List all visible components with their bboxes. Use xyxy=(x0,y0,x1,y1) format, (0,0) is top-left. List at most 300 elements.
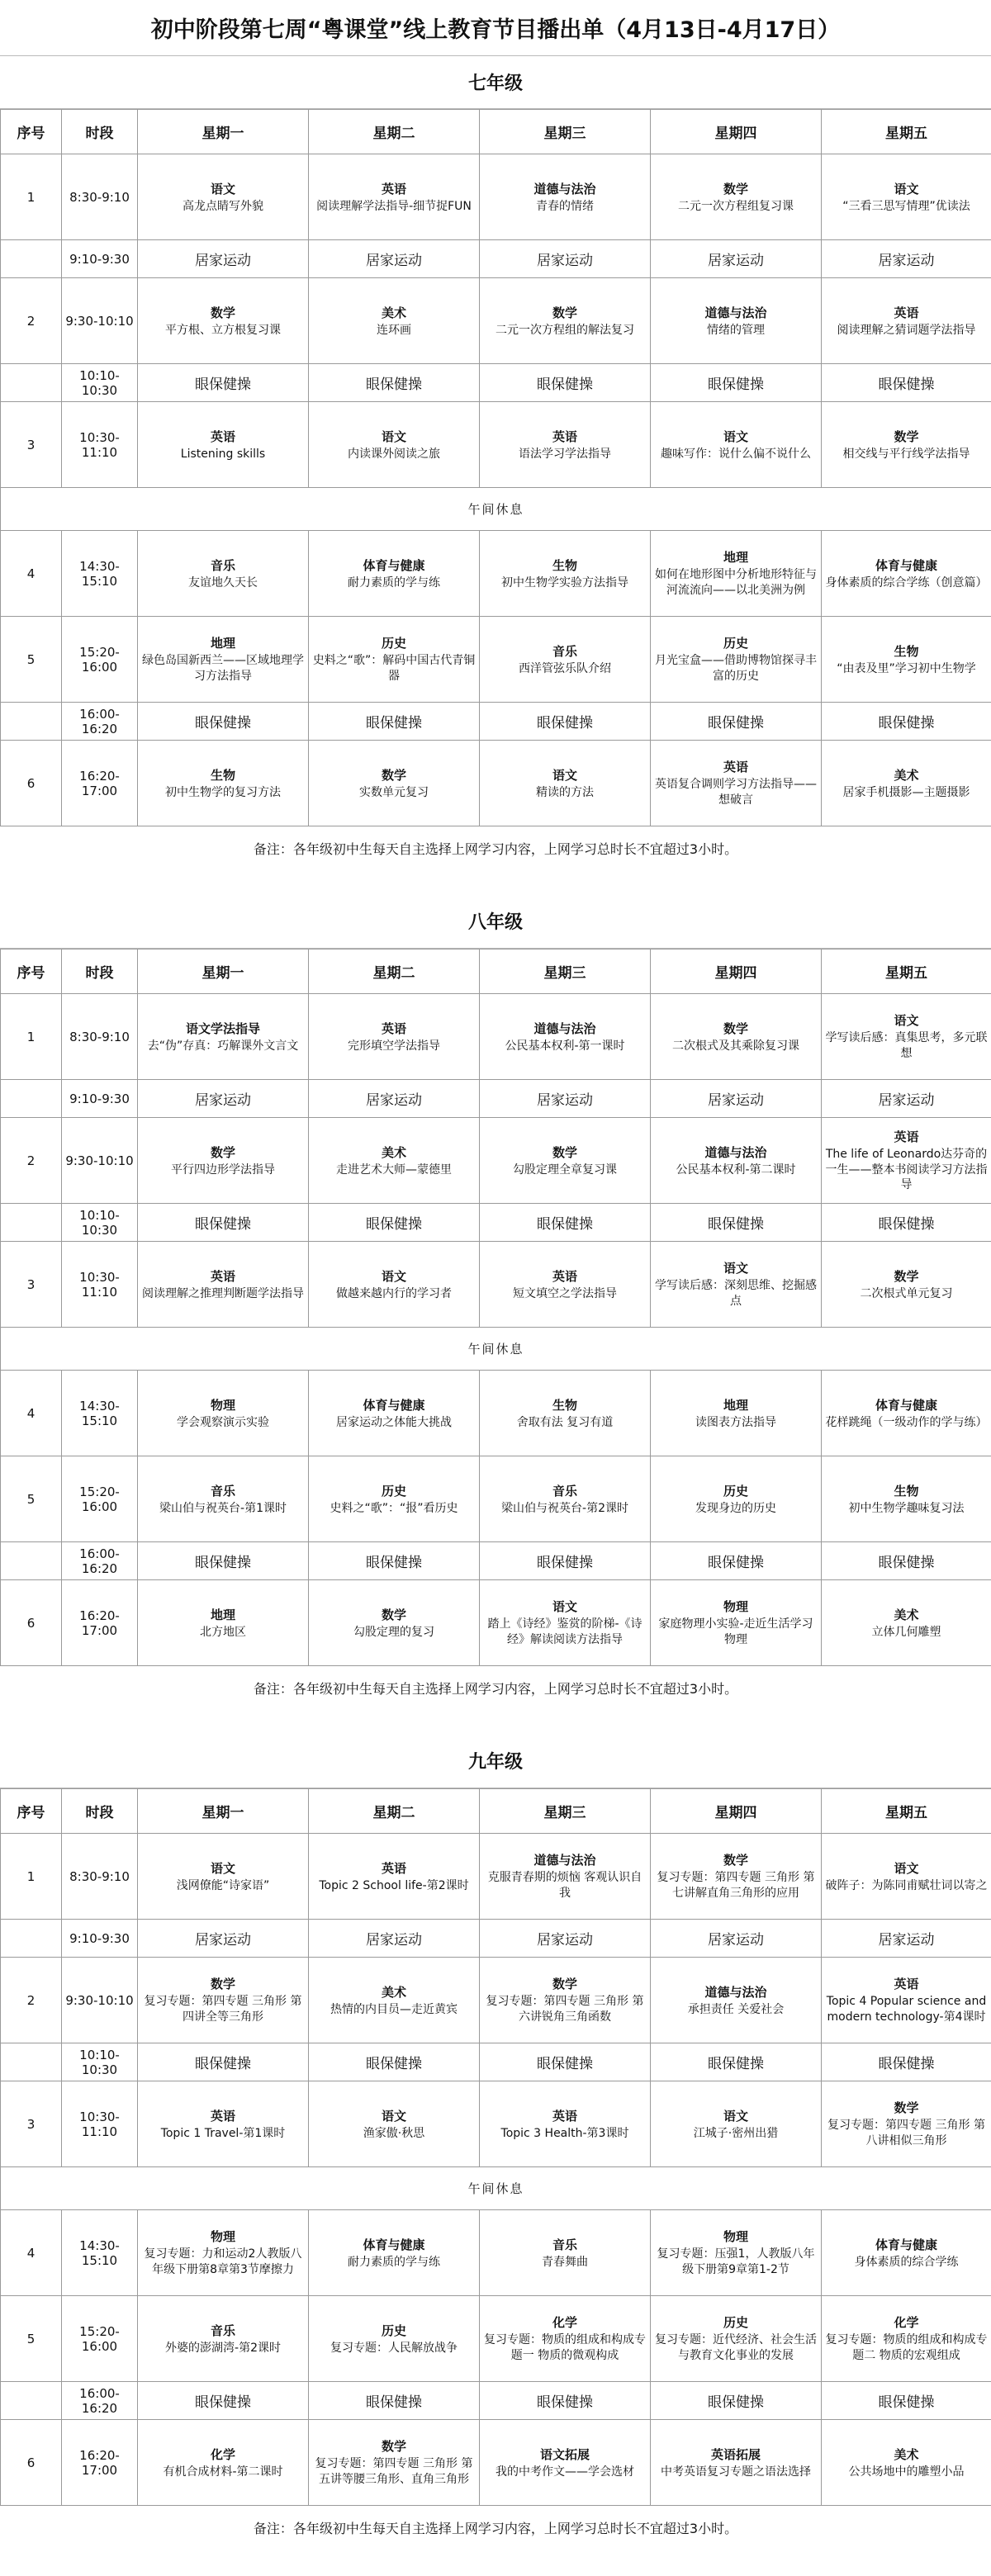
lesson-cell xyxy=(480,531,651,617)
lesson-cell xyxy=(822,1118,991,1204)
lesson-cell xyxy=(651,617,822,703)
subject-name: 道德与法治 xyxy=(533,1020,596,1036)
lesson-cell xyxy=(138,531,309,617)
lesson-cell xyxy=(309,1118,480,1204)
lesson-topic: 绿色岛国新西兰——区域地理学习方法指导 xyxy=(142,654,304,683)
activity-cell: 眼保健操 xyxy=(480,1542,651,1580)
activity-row xyxy=(1,364,991,402)
lesson-cell xyxy=(138,1834,309,1920)
activity-cell: 居家运动 xyxy=(822,1080,991,1118)
lesson-topic: 平方根、立方根复习课 xyxy=(165,323,281,337)
lesson-topic: 复习专题：压强1，人教版八年级下册第9章第1-2节 xyxy=(657,2247,815,2276)
subject-name: 物理 xyxy=(210,2229,235,2245)
lesson-topic: 勾股定理全章复习课 xyxy=(513,1163,617,1177)
lesson-row xyxy=(1,402,991,488)
lesson-topic: 二元一次方程组复习课 xyxy=(678,199,794,213)
lesson-topic: Topic 4 Popular science and modern technology-第4课时 xyxy=(826,1995,987,2024)
activity-cell: 眼保健操 xyxy=(822,2382,991,2420)
subject-name: 体育与健康 xyxy=(363,2237,425,2252)
activity-cell: 居家运动 xyxy=(651,1920,822,1958)
lesson-cell xyxy=(651,1958,822,2043)
lesson-topic: 北方地区 xyxy=(200,1625,246,1639)
header-row xyxy=(1,1789,991,1834)
activity-cell: 居家运动 xyxy=(822,1920,991,1958)
lesson-cell xyxy=(480,1371,651,1456)
lesson-topic: 江城子·密州出猎 xyxy=(693,2126,779,2140)
lesson-cell xyxy=(480,1580,651,1666)
lesson-topic: 复习专题：力和运动2人教版八年级下册第8章第3节摩擦力 xyxy=(144,2247,302,2276)
lesson-topic: 热情的内目员—走近黄宾 xyxy=(330,2002,458,2016)
activity-row xyxy=(1,703,991,741)
lesson-cell xyxy=(651,278,822,364)
lesson-topic: 学会观察演示实验 xyxy=(177,1415,269,1429)
schedule-table xyxy=(0,949,991,1666)
period-number: 2 xyxy=(1,1958,62,2043)
activity-cell: 眼保健操 xyxy=(822,703,991,741)
time-slot: 9:30-10:10 xyxy=(62,1118,138,1204)
period-number: 3 xyxy=(1,402,62,488)
section-spacer xyxy=(0,869,991,894)
lesson-cell xyxy=(309,994,480,1080)
column-header: 星期二 xyxy=(309,1789,480,1834)
activity-cell: 眼保健操 xyxy=(822,2043,991,2081)
column-header: 时段 xyxy=(62,949,138,994)
subject-name: 数学 xyxy=(552,1144,577,1160)
header-row xyxy=(1,110,991,154)
column-header: 时段 xyxy=(62,1789,138,1834)
lesson-topic: 渔家傲·秋思 xyxy=(363,2126,425,2140)
lesson-cell xyxy=(480,1456,651,1542)
subject-name: 地理 xyxy=(210,1607,235,1622)
lesson-cell xyxy=(309,2420,480,2506)
subject-name: 语文 xyxy=(381,1268,406,1284)
subject-name: 数学 xyxy=(552,305,577,320)
lunch-break: 午间休息 xyxy=(1,1328,991,1371)
subject-name: 英语 xyxy=(723,760,748,775)
lesson-topic: 阅读理解之推理判断题学法指导 xyxy=(142,1286,304,1300)
activity-cell: 眼保健操 xyxy=(138,2382,309,2420)
schedule-table xyxy=(0,109,991,826)
lesson-topic: 英语复合调则学习方法指导——想破言 xyxy=(655,778,817,807)
period-number: 5 xyxy=(1,617,62,703)
column-header: 星期三 xyxy=(480,949,651,994)
lesson-row xyxy=(1,278,991,364)
lesson-topic: Topic 1 Travel-第1课时 xyxy=(160,2126,286,2140)
period-number: 6 xyxy=(1,741,62,826)
subject-name: 物理 xyxy=(723,2229,748,2245)
activity-row xyxy=(1,2043,991,2081)
lunch-break: 午间休息 xyxy=(1,488,991,531)
lesson-cell xyxy=(309,278,480,364)
subject-name: 英语拓展 xyxy=(710,2446,761,2462)
time-slot: 9:30-10:10 xyxy=(62,1958,138,2043)
lesson-topic: 发现身边的历史 xyxy=(695,1501,776,1515)
activity-cell: 眼保健操 xyxy=(480,2382,651,2420)
lesson-cell xyxy=(309,154,480,240)
subject-name: 体育与健康 xyxy=(363,1397,425,1413)
lesson-topic: 花样跳绳（一级动作的学与练） xyxy=(825,1415,988,1429)
empty-cell xyxy=(1,703,62,741)
lesson-row xyxy=(1,2210,991,2296)
break-row xyxy=(1,488,991,531)
time-slot: 16:20-17:00 xyxy=(62,1580,138,1666)
lesson-row xyxy=(1,531,991,617)
lesson-cell xyxy=(651,2210,822,2296)
remark-note: 备注：各年级初中生每天自主选择上网学习内容，上网学习总时长不宜超过3小时。 xyxy=(253,2520,738,2536)
lesson-cell xyxy=(651,531,822,617)
lesson-cell xyxy=(651,1456,822,1542)
lesson-topic: 浅网僚能“诗家语” xyxy=(176,1878,270,1892)
lesson-topic: 走进艺术大师—蒙德里 xyxy=(336,1163,452,1177)
time-slot: 10:10-10:30 xyxy=(62,364,138,402)
lesson-topic: 身体素质的综合学练（创意篇） xyxy=(825,575,988,590)
lesson-cell xyxy=(822,1371,991,1456)
activity-row xyxy=(1,1080,991,1118)
lesson-cell xyxy=(138,2210,309,2296)
lesson-topic: 复习专题：近代经济、社会生活与教育文化事业的发展 xyxy=(655,2333,817,2362)
lesson-row xyxy=(1,2420,991,2506)
activity-cell: 眼保健操 xyxy=(651,364,822,402)
lesson-cell xyxy=(138,2296,309,2382)
activity-cell: 居家运动 xyxy=(822,240,991,278)
lesson-cell xyxy=(309,1456,480,1542)
subject-name: 道德与法治 xyxy=(704,1144,767,1160)
column-header: 星期二 xyxy=(309,949,480,994)
schedule-container xyxy=(0,56,991,2549)
lesson-cell xyxy=(651,994,822,1080)
time-slot: 10:10-10:30 xyxy=(62,2043,138,2081)
activity-cell: 眼保健操 xyxy=(138,2043,309,2081)
lesson-topic: 居家运动之体能大挑战 xyxy=(336,1415,452,1429)
subject-name: 道德与法治 xyxy=(533,181,596,197)
subject-name: 生物 xyxy=(552,557,577,573)
subject-name: 语文 xyxy=(723,2108,748,2124)
empty-cell xyxy=(1,364,62,402)
lesson-cell xyxy=(309,1958,480,2043)
lesson-topic: 二次根式单元复习 xyxy=(860,1286,953,1300)
subject-name: 道德与法治 xyxy=(533,1853,596,1868)
time-slot: 8:30-9:10 xyxy=(62,1834,138,1920)
remark-note: 备注：各年级初中生每天自主选择上网学习内容，上网学习总时长不宜超过3小时。 xyxy=(253,1680,738,1697)
lesson-cell xyxy=(309,2081,480,2167)
time-slot: 15:20-16:00 xyxy=(62,2296,138,2382)
time-slot: 10:30-11:10 xyxy=(62,1242,138,1328)
lesson-cell xyxy=(480,1834,651,1920)
column-header: 序号 xyxy=(1,949,62,994)
lesson-cell xyxy=(138,2420,309,2506)
lesson-topic: 复习专题：第四专题 三角形 第八讲相似三角形 xyxy=(827,2119,985,2147)
break-row xyxy=(1,2167,991,2210)
subject-name: 地理 xyxy=(723,1397,748,1413)
subject-name: 生物 xyxy=(552,1397,577,1413)
lesson-topic: 初中生物学实验方法指导 xyxy=(501,575,628,590)
lesson-topic: 初中生物学的复习方法 xyxy=(165,785,281,799)
activity-cell: 眼保健操 xyxy=(480,703,651,741)
column-header: 序号 xyxy=(1,110,62,154)
time-slot: 16:00-16:20 xyxy=(62,2382,138,2420)
lesson-row xyxy=(1,1958,991,2043)
lesson-cell xyxy=(309,741,480,826)
period-number: 5 xyxy=(1,2296,62,2382)
lesson-topic: 破阵子：为陈同甫赋壮词以寄之 xyxy=(825,1878,988,1892)
lesson-cell xyxy=(480,1958,651,2043)
period-number: 1 xyxy=(1,1834,62,1920)
lesson-cell xyxy=(309,402,480,488)
empty-cell xyxy=(1,240,62,278)
period-number: 1 xyxy=(1,994,62,1080)
subject-name: 道德与法治 xyxy=(704,305,767,320)
grade-title: 九年级 xyxy=(0,1734,991,1788)
subject-name: 化学 xyxy=(552,2315,577,2331)
lesson-topic: 月光宝盒——借助博物馆探寻丰富的历史 xyxy=(655,654,817,683)
time-slot: 16:20-17:00 xyxy=(62,741,138,826)
activity-cell: 眼保健操 xyxy=(822,1204,991,1242)
lesson-cell xyxy=(480,2296,651,2382)
activity-cell: 居家运动 xyxy=(138,1920,309,1958)
lesson-cell xyxy=(822,994,991,1080)
time-slot: 10:10-10:30 xyxy=(62,1204,138,1242)
remark-note: 备注：各年级初中生每天自主选择上网学习内容，上网学习总时长不宜超过3小时。 xyxy=(253,841,738,857)
subject-name: 语文 xyxy=(210,1860,235,1876)
subject-name: 语文 xyxy=(894,181,919,197)
lesson-topic: 家庭物理小实验-走近生活学习物理 xyxy=(658,1617,813,1646)
activity-cell: 居家运动 xyxy=(480,1920,651,1958)
lesson-row xyxy=(1,1371,991,1456)
subject-name: 英语 xyxy=(210,1268,235,1284)
subject-name: 音乐 xyxy=(210,1483,235,1499)
subject-name: 音乐 xyxy=(552,1483,577,1499)
lesson-row xyxy=(1,2296,991,2382)
activity-cell: 居家运动 xyxy=(651,1080,822,1118)
period-number: 6 xyxy=(1,1580,62,1666)
lesson-cell xyxy=(138,1371,309,1456)
subject-name: 数学 xyxy=(894,1268,919,1284)
subject-name: 英语 xyxy=(210,2108,235,2124)
column-header: 星期四 xyxy=(651,949,822,994)
lesson-topic: 踏上《诗经》鉴赏的阶梯-《诗经》解读阅读方法指导 xyxy=(487,1617,642,1646)
time-slot: 15:20-16:00 xyxy=(62,1456,138,1542)
lesson-cell xyxy=(138,1118,309,1204)
subject-name: 数学 xyxy=(894,2100,919,2116)
lesson-topic: 身体素质的综合学练 xyxy=(854,2255,959,2269)
subject-name: 语文 xyxy=(894,1860,919,1876)
lesson-topic: 语法学习学法指导 xyxy=(519,447,611,461)
column-header: 星期一 xyxy=(138,949,309,994)
column-header: 星期五 xyxy=(822,110,991,154)
lesson-topic: 勾股定理的复习 xyxy=(353,1625,434,1639)
lesson-cell xyxy=(309,531,480,617)
lesson-cell xyxy=(651,402,822,488)
activity-cell: 居家运动 xyxy=(309,1920,480,1958)
break-row xyxy=(1,1328,991,1371)
subject-name: 语文 xyxy=(381,429,406,444)
activity-row xyxy=(1,1920,991,1958)
activity-cell: 居家运动 xyxy=(138,240,309,278)
lesson-cell xyxy=(309,1834,480,1920)
subject-name: 历史 xyxy=(723,2315,748,2331)
lesson-cell xyxy=(309,1371,480,1456)
subject-name: 英语 xyxy=(894,1977,919,1992)
subject-name: 历史 xyxy=(723,1483,748,1499)
subject-name: 语文学法指导 xyxy=(185,1020,260,1036)
activity-cell: 眼保健操 xyxy=(309,703,480,741)
time-slot: 10:30-11:10 xyxy=(62,2081,138,2167)
lesson-cell xyxy=(651,2296,822,2382)
subject-name: 英语 xyxy=(552,1268,577,1284)
lesson-cell xyxy=(480,2210,651,2296)
subject-name: 道德与法治 xyxy=(704,1984,767,2000)
lesson-topic: 居家手机摄影—主题摄影 xyxy=(842,785,970,799)
lesson-cell xyxy=(309,2210,480,2296)
lesson-topic: 二次根式及其乘除复习课 xyxy=(672,1039,799,1053)
activity-cell: 眼保健操 xyxy=(309,364,480,402)
lesson-cell xyxy=(822,154,991,240)
header-row xyxy=(1,949,991,994)
lesson-topic: 公共场地中的雕塑小品 xyxy=(848,2465,965,2479)
lesson-cell xyxy=(651,1371,822,1456)
subject-name: 语文 xyxy=(723,1261,748,1276)
subject-name: 地理 xyxy=(210,636,235,651)
time-slot: 9:10-9:30 xyxy=(62,240,138,278)
lesson-topic: 读图表方法指导 xyxy=(695,1415,776,1429)
period-number: 4 xyxy=(1,531,62,617)
lesson-cell xyxy=(822,617,991,703)
period-number: 2 xyxy=(1,1118,62,1204)
time-slot: 16:20-17:00 xyxy=(62,2420,138,2506)
activity-cell: 居家运动 xyxy=(138,1080,309,1118)
lesson-topic: 复习专题：物质的组成和构成专题二 物质的宏观组成 xyxy=(825,2333,988,2362)
lesson-cell xyxy=(138,741,309,826)
time-slot: 9:10-9:30 xyxy=(62,1920,138,1958)
subject-name: 美术 xyxy=(894,2446,919,2462)
column-header: 星期一 xyxy=(138,110,309,154)
period-number: 2 xyxy=(1,278,62,364)
subject-name: 英语 xyxy=(552,2108,577,2124)
lesson-topic: 西洋管弦乐队介绍 xyxy=(519,661,611,675)
subject-name: 生物 xyxy=(894,1483,919,1499)
lesson-topic: 复习专题：物质的组成和构成专题一 物质的微观构成 xyxy=(484,2333,646,2362)
lesson-topic: 公民基本权利-第二课时 xyxy=(676,1163,796,1177)
lesson-cell xyxy=(309,1242,480,1328)
column-header: 星期三 xyxy=(480,110,651,154)
lesson-topic: 梁山伯与祝英台-第2课时 xyxy=(501,1501,628,1515)
period-number: 4 xyxy=(1,1371,62,1456)
activity-cell: 眼保健操 xyxy=(822,1542,991,1580)
activity-cell: 眼保健操 xyxy=(822,364,991,402)
lesson-cell xyxy=(651,1118,822,1204)
activity-cell: 眼保健操 xyxy=(480,1204,651,1242)
activity-cell: 眼保健操 xyxy=(138,1542,309,1580)
subject-name: 美术 xyxy=(381,305,406,320)
activity-cell: 眼保健操 xyxy=(651,1204,822,1242)
lunch-break: 午间休息 xyxy=(1,2167,991,2210)
subject-name: 体育与健康 xyxy=(363,557,425,573)
lesson-topic: 复习专题：第四专题 三角形 第五讲等腰三角形、直角三角形 xyxy=(315,2457,473,2486)
lesson-row xyxy=(1,617,991,703)
subject-name: 语文 xyxy=(894,1013,919,1029)
time-slot: 15:20-16:00 xyxy=(62,617,138,703)
lesson-row xyxy=(1,1834,991,1920)
lesson-row xyxy=(1,994,991,1080)
lesson-topic: 去“伪”存真：巧解课外文言文 xyxy=(147,1039,299,1053)
section-spacer xyxy=(0,1709,991,1734)
subject-name: 英语 xyxy=(894,305,919,320)
lesson-topic: 连环画 xyxy=(377,323,411,337)
activity-row xyxy=(1,1204,991,1242)
page-title: 初中阶段第七周“粤课堂”线上教育节目播出单（4月13日-4月17日） xyxy=(0,0,991,56)
subject-name: 数学 xyxy=(552,1977,577,1992)
subject-name: 音乐 xyxy=(210,557,235,573)
column-header: 序号 xyxy=(1,1789,62,1834)
lesson-row xyxy=(1,1242,991,1328)
activity-cell: 居家运动 xyxy=(480,240,651,278)
lesson-cell xyxy=(309,1580,480,1666)
lesson-cell xyxy=(138,2081,309,2167)
lesson-topic: 初中生物学趣味复习法 xyxy=(848,1501,965,1515)
subject-name: 美术 xyxy=(894,1607,919,1622)
activity-cell: 居家运动 xyxy=(309,1080,480,1118)
activity-cell: 眼保健操 xyxy=(309,1542,480,1580)
lesson-row xyxy=(1,1580,991,1666)
empty-cell xyxy=(1,2043,62,2081)
subject-name: 语文 xyxy=(552,1599,577,1615)
subject-name: 数学 xyxy=(894,429,919,444)
subject-name: 化学 xyxy=(894,2315,919,2331)
period-number: 6 xyxy=(1,2420,62,2506)
lesson-topic: 舍取有法 复习有道 xyxy=(516,1415,614,1429)
subject-name: 英语 xyxy=(381,181,406,197)
activity-cell: 眼保健操 xyxy=(480,2043,651,2081)
activity-cell: 眼保健操 xyxy=(138,1204,309,1242)
activity-cell: 眼保健操 xyxy=(651,703,822,741)
lesson-cell xyxy=(480,1118,651,1204)
activity-cell: 居家运动 xyxy=(651,240,822,278)
lesson-topic: 友谊地久天长 xyxy=(188,575,258,590)
lesson-topic: 史料之“歌”：“报”看历史 xyxy=(330,1501,458,1515)
lesson-cell xyxy=(480,154,651,240)
lesson-topic: Topic 2 School life-第2课时 xyxy=(319,1878,469,1892)
lesson-topic: 学写读后感：真集思考，多元联想 xyxy=(825,1031,988,1060)
lesson-cell xyxy=(651,741,822,826)
column-header: 星期四 xyxy=(651,1789,822,1834)
lesson-topic: 二元一次方程组的解法复习 xyxy=(496,323,634,337)
column-header: 星期二 xyxy=(309,110,480,154)
lesson-topic: 实数单元复习 xyxy=(359,785,429,799)
subject-name: 数学 xyxy=(723,1853,748,1868)
subject-name: 数学 xyxy=(210,1977,235,1992)
lesson-topic: 中考英语复习专题之语法选择 xyxy=(661,2465,811,2479)
lesson-topic: 史料之“歌”：解码中国古代青铜器 xyxy=(312,654,476,683)
lesson-cell xyxy=(822,1834,991,1920)
lesson-row xyxy=(1,1456,991,1542)
lesson-cell xyxy=(651,1834,822,1920)
lesson-topic: 平行四边形学法指导 xyxy=(171,1163,275,1177)
subject-name: 体育与健康 xyxy=(875,2237,937,2252)
lesson-cell xyxy=(822,531,991,617)
lesson-cell xyxy=(822,402,991,488)
lesson-topic: 做越来越内行的学习者 xyxy=(336,1286,452,1300)
lesson-topic: Listening skills xyxy=(180,447,266,461)
lesson-topic: 立体几何雕塑 xyxy=(871,1625,941,1639)
column-header: 星期一 xyxy=(138,1789,309,1834)
lesson-topic: 阅读理解之猜词题学法指导 xyxy=(837,323,976,337)
subject-name: 数学 xyxy=(210,305,235,320)
lesson-cell xyxy=(822,278,991,364)
subject-name: 英语 xyxy=(552,429,577,444)
lesson-cell xyxy=(480,278,651,364)
empty-cell xyxy=(1,1542,62,1580)
subject-name: 语文 xyxy=(552,767,577,783)
